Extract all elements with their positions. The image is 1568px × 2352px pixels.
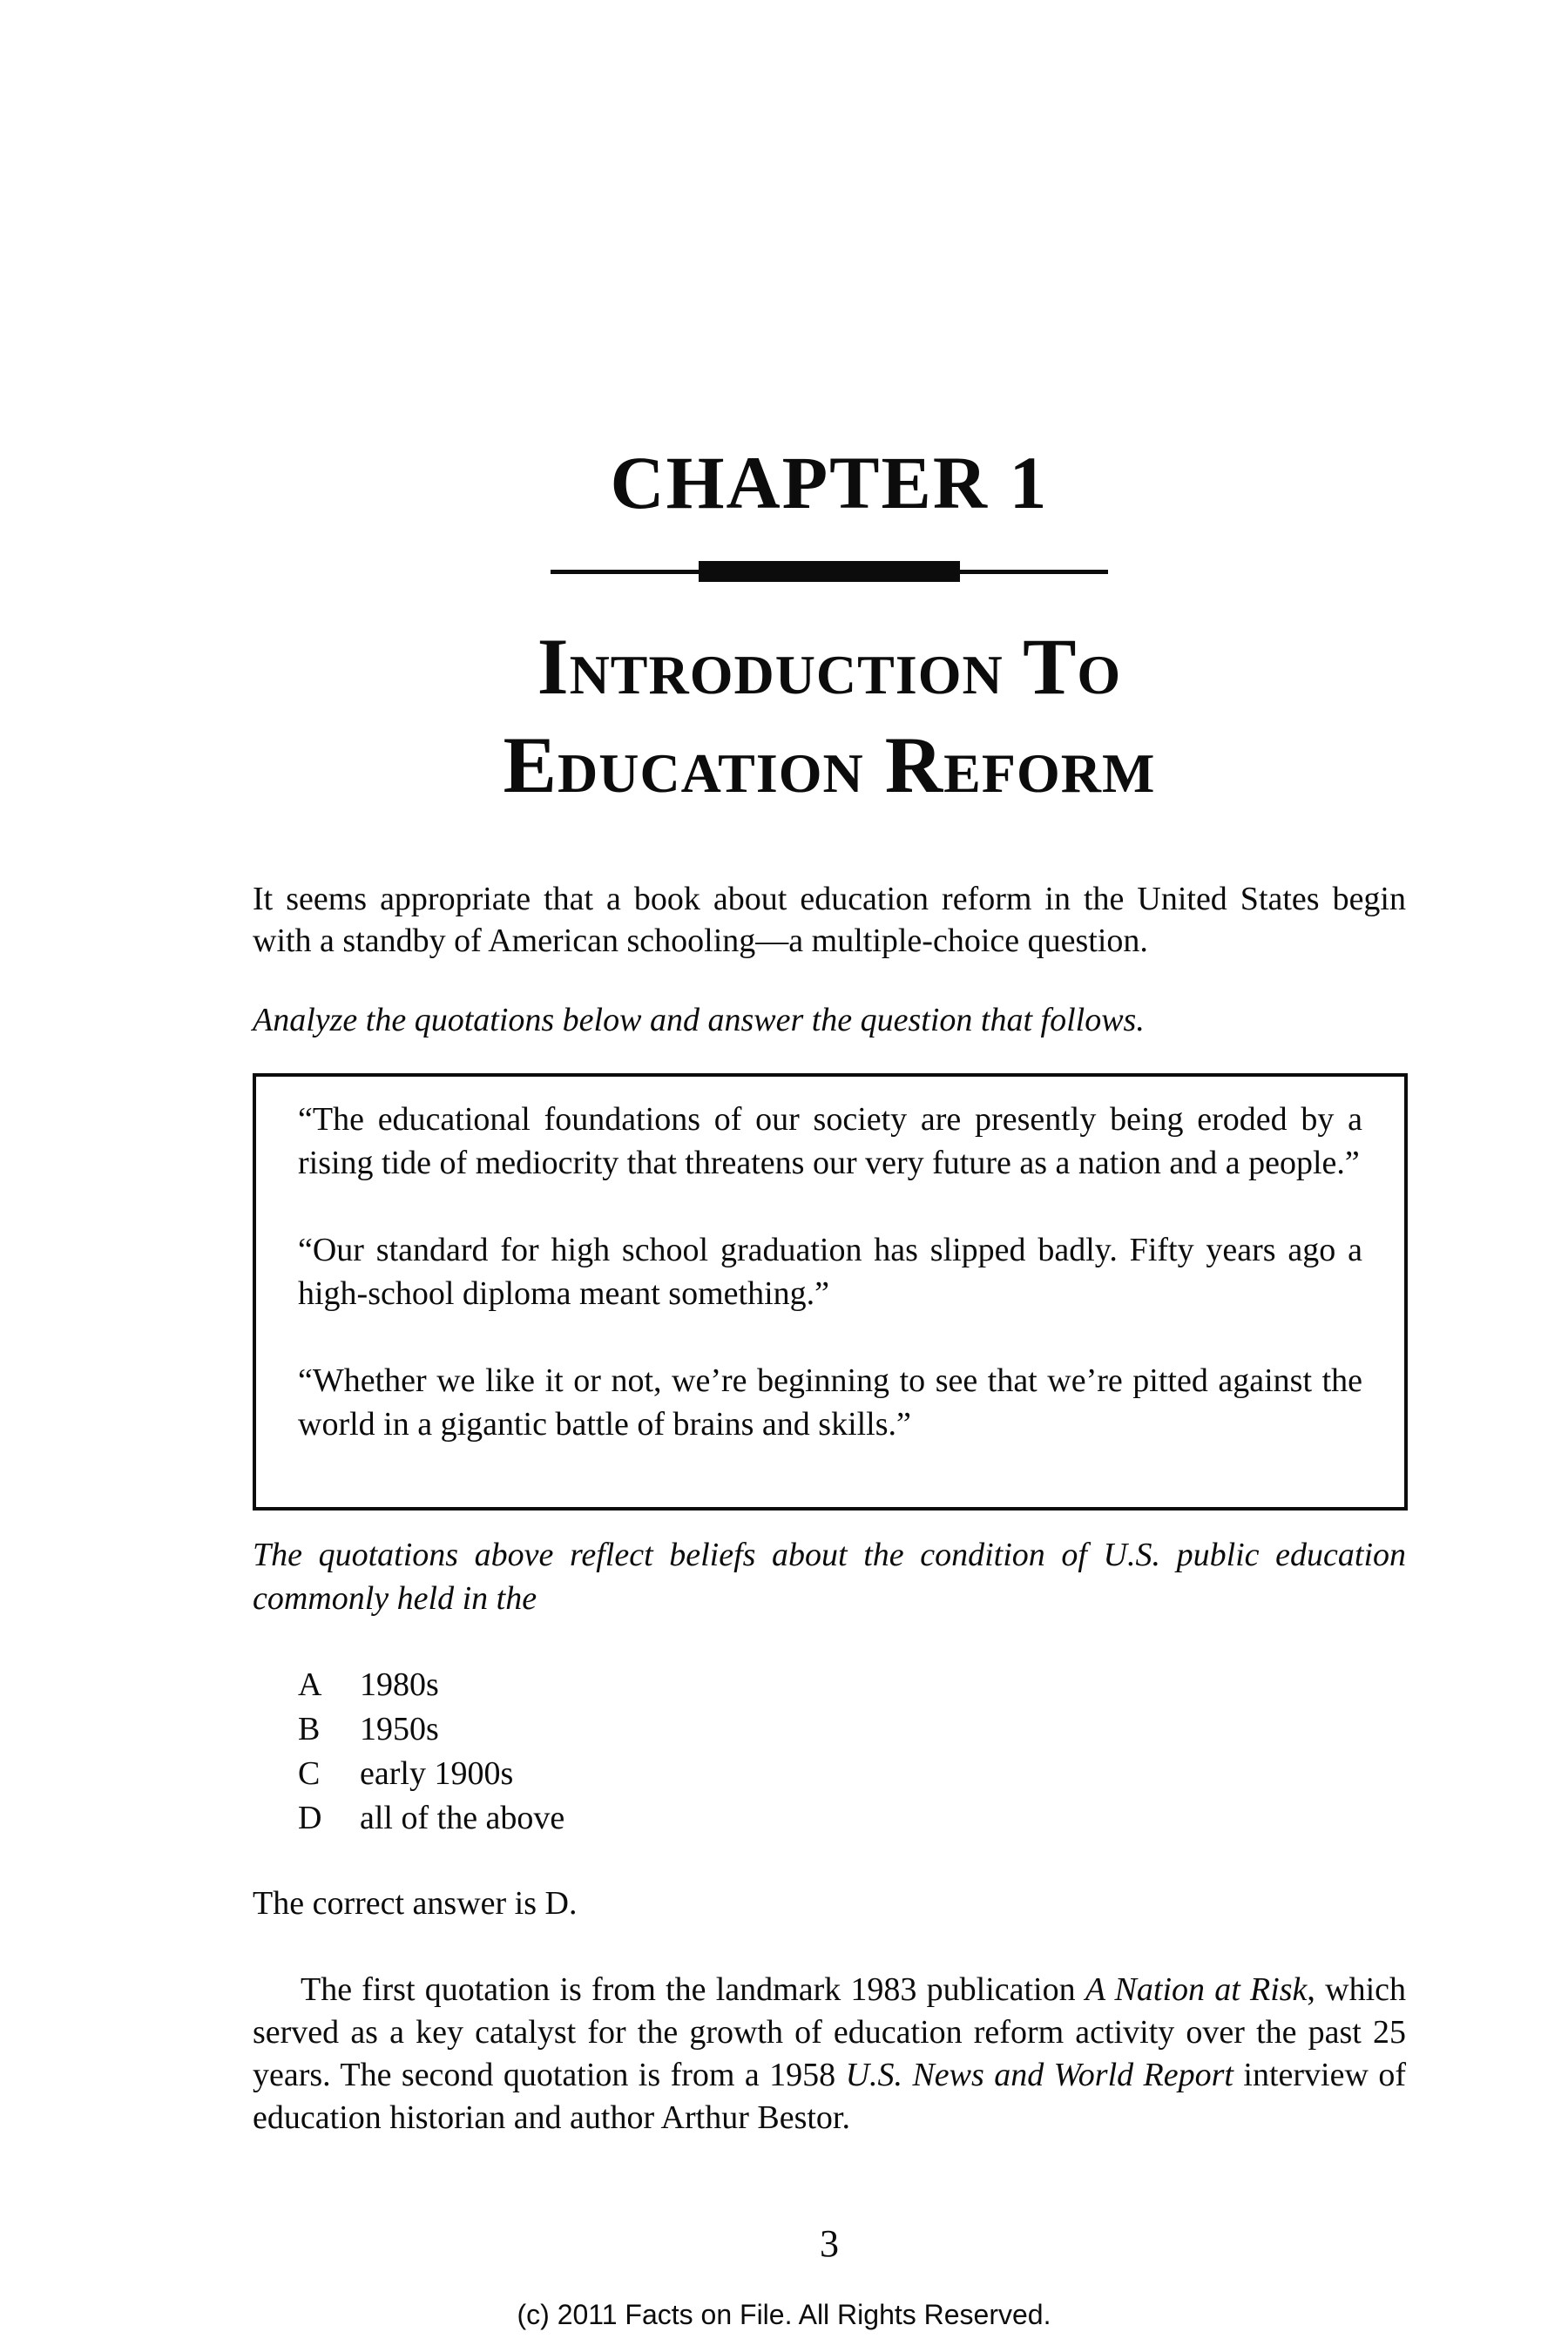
page-number: 3 (820, 2222, 839, 2265)
option-b-letter: B (298, 1711, 321, 1747)
question-stem: The quotations above reflect beliefs about the condition of U.S. public education commonly held in the (253, 1537, 1406, 1617)
option-c-letter: C (298, 1755, 321, 1792)
quotation-3: “Whether we like it or not, we’re beginning to see that we’re pitted against the world in a gigantic battle of brains and skills.” (298, 1362, 1362, 1443)
answer-line: The correct answer is D. (253, 1885, 578, 1922)
option-d-text: all of the above (360, 1800, 565, 1836)
copyright-notice: (c) 2011 Facts on File. All Rights Reserved. (517, 2299, 1051, 2330)
option-c-text: early 1900s (360, 1755, 514, 1792)
divider-bar (699, 561, 960, 582)
option-b (298, 1707, 564, 1752)
instruction-line: Analyze the quotations below and answer the question that follows. (253, 1002, 1145, 1038)
chapter-title (253, 618, 1406, 814)
chapter-title-line-1: Introduction To (537, 622, 1122, 711)
quote-box (253, 1073, 1408, 1511)
option-b-text: 1950s (360, 1711, 439, 1747)
chapter-heading: CHAPTER 1 (610, 441, 1049, 524)
option-d-letter: D (298, 1800, 322, 1836)
chapter-divider (551, 561, 1108, 582)
quotation-1: “The educational foundations of our society are presently being eroded by a rising tide of mediocrity that threatens our very future as a nation and a people.” (298, 1101, 1362, 1181)
option-d (298, 1796, 564, 1841)
option-a-text: 1980s (360, 1666, 439, 1703)
closing-paragraph: The first quotation is from the landmark 1983 publication A Nation at Risk, which served as a key catalyst for the growth of education reform activity over the past 25 years. The second quotation is from a 1958 U.S. News and World Report interview of education historian and author Arthur Bestor. (253, 1971, 1406, 2136)
answer-options (298, 1663, 564, 1841)
quotation-2: “Our standard for high school graduation has slipped badly. Fifty years ago a high-school diploma meant something.” (298, 1232, 1362, 1312)
option-a-letter: A (298, 1666, 322, 1703)
option-a (298, 1663, 564, 1707)
intro-paragraph: It seems appropriate that a book about education reform in the United States begin with a standby of American schooling—a multiple-choice question. (253, 881, 1406, 959)
chapter-title-line-2: Education Reform (503, 720, 1156, 809)
option-c (298, 1752, 564, 1796)
